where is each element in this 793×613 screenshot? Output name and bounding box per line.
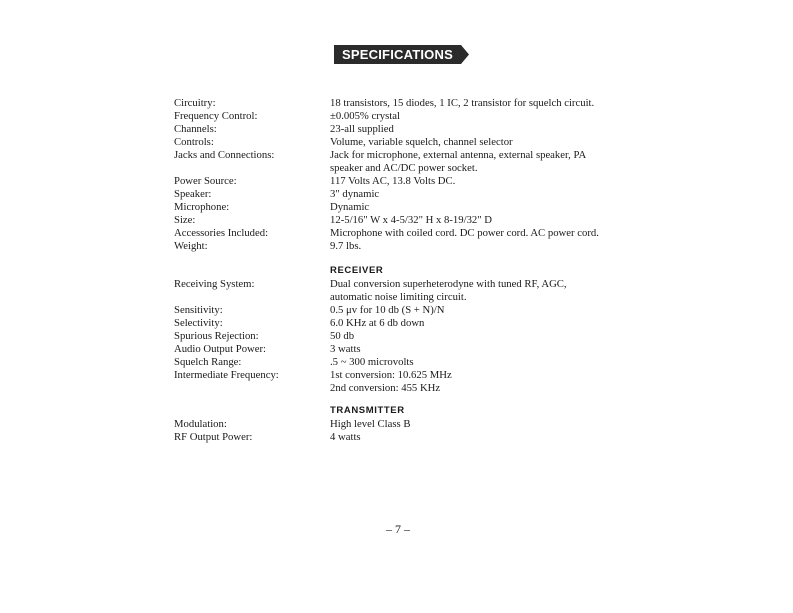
- spec-value: 18 transistors, 15 diodes, 1 IC, 2 transistor for squelch circuit.: [330, 97, 595, 109]
- spec-value: 1st conversion: 10.625 MHz: [330, 369, 452, 381]
- spec-value: 12-5/16" W x 4-5/32" H x 8-19/32" D: [330, 214, 493, 226]
- spec-row-squelch-range: [174, 356, 634, 369]
- spec-value: speaker and AC/DC power socket.: [330, 162, 478, 174]
- spec-row-speaker: [174, 188, 634, 201]
- specifications-banner: [334, 45, 469, 64]
- spec-row-channels: [174, 123, 634, 136]
- spec-row-selectivity: [174, 317, 634, 330]
- spec-value: Dual conversion superheterodyne with tuned RF, AGC,: [330, 278, 567, 290]
- spec-value: 23-all supplied: [330, 123, 394, 135]
- spec-row-rf-output: [174, 431, 634, 444]
- spec-label: Intermediate Frequency:: [174, 369, 279, 381]
- spec-label: Weight:: [174, 240, 208, 252]
- spec-value: 4 watts: [330, 431, 361, 443]
- spec-value: 117 Volts AC, 13.8 Volts DC.: [330, 175, 456, 187]
- spec-label: Selectivity:: [174, 317, 223, 329]
- spec-row-receiving-system-continued: [174, 291, 634, 304]
- spec-label: Jacks and Connections:: [174, 149, 275, 161]
- page-number: – 7 –: [386, 522, 410, 536]
- spec-label: Receiving System:: [174, 278, 255, 290]
- spec-row-audio-output: [174, 343, 634, 356]
- spec-value: 2nd conversion: 455 KHz: [330, 382, 441, 394]
- spec-label: Frequency Control:: [174, 110, 258, 122]
- spec-row-intermediate-frequency: [174, 369, 634, 382]
- spec-value: 6.0 KHz at 6 db down: [330, 317, 425, 329]
- receiver-heading: RECEIVER: [330, 265, 384, 276]
- spec-value: 0.5 μv for 10 db (S + N)/N: [330, 304, 445, 316]
- transmitter-heading: TRANSMITTER: [330, 405, 405, 416]
- spec-value: Jack for microphone, external antenna, external speaker, PA: [330, 149, 587, 161]
- spec-label: RF Output Power:: [174, 431, 253, 443]
- spec-row-jacks: [174, 149, 634, 162]
- spec-label: Channels:: [174, 123, 217, 135]
- spec-row-frequency-control: [174, 110, 634, 123]
- spec-row-intermediate-frequency-continued: [174, 382, 634, 395]
- spec-value: Volume, variable squelch, channel selector: [330, 136, 513, 148]
- spec-value: Dynamic: [330, 201, 370, 213]
- spec-row-circuitry: [174, 97, 634, 110]
- spec-value: 9.7 lbs.: [330, 240, 362, 252]
- spec-row-weight: [174, 240, 634, 253]
- spec-value: automatic noise limiting circuit.: [330, 291, 467, 303]
- spec-row-power-source: [174, 175, 634, 188]
- spec-value: 3" dynamic: [330, 188, 380, 200]
- spec-label: Squelch Range:: [174, 356, 242, 368]
- spec-row-controls: [174, 136, 634, 149]
- spec-row-modulation: [174, 418, 634, 431]
- spec-row-microphone: [174, 201, 634, 214]
- spec-label: Sensitivity:: [174, 304, 223, 316]
- spec-row-jacks-continued: [174, 162, 634, 175]
- spec-label: Microphone:: [174, 201, 230, 213]
- spec-label: Circuitry:: [174, 97, 216, 109]
- spec-value: High level Class B: [330, 418, 411, 430]
- spec-label: Spurious Rejection:: [174, 330, 259, 342]
- spec-row-sensitivity: [174, 304, 634, 317]
- spec-label: Modulation:: [174, 418, 227, 430]
- spec-label: Power Source:: [174, 175, 237, 187]
- spec-value: Microphone with coiled cord. DC power cord. AC power cord.: [330, 227, 599, 239]
- spec-label: Accessories Included:: [174, 227, 269, 239]
- spec-value: .5 ~ 300 microvolts: [330, 356, 414, 368]
- spec-label: Audio Output Power:: [174, 343, 267, 355]
- spec-label: Speaker:: [174, 188, 212, 200]
- spec-value: 3 watts: [330, 343, 361, 355]
- page-title: SPECIFICATIONS: [342, 47, 453, 62]
- spec-row-accessories: [174, 227, 634, 240]
- spec-value: 50 db: [330, 330, 355, 342]
- spec-row-receiving-system: [174, 278, 634, 291]
- spec-row-spurious-rejection: [174, 330, 634, 343]
- spec-label: Size:: [174, 214, 196, 226]
- spec-row-size: [174, 214, 634, 227]
- spec-value: ±0.005% crystal: [330, 110, 400, 122]
- spec-label: Controls:: [174, 136, 214, 148]
